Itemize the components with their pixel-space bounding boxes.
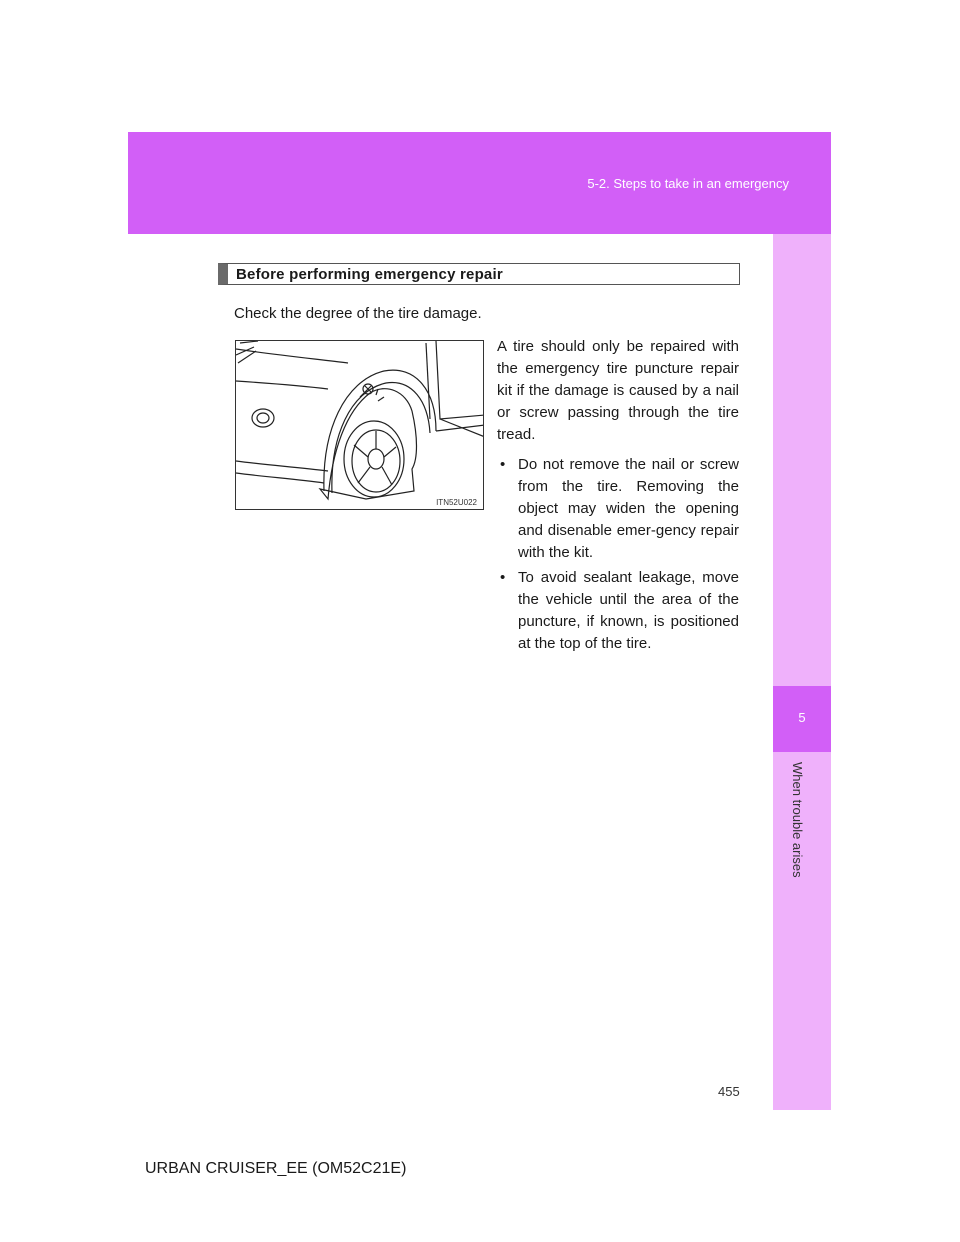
bullet-list (497, 454, 739, 655)
subheading (218, 263, 740, 285)
section-label: 5-2. Steps to take in an emergency (587, 176, 789, 191)
page-number: 455 (718, 1084, 740, 1099)
intro-text: Check the degree of the tire damage. (234, 305, 482, 322)
subheading-text: Before performing emergency repair (236, 265, 503, 283)
header-band (128, 132, 831, 234)
bullet-item: • Do not remove the nail or screw from the tire. Removing the object may widen the opening and disenable emer-gency repair with the kit. (497, 454, 739, 564)
flat-tire-illustration (235, 340, 484, 510)
chapter-number: 5 (798, 710, 806, 725)
chapter-side-tab (773, 234, 831, 1110)
instruction-text (497, 336, 739, 658)
bullet-item: • To avoid sealant leakage, move the vehicle until the area of the puncture, if known, is positioned at the top of the tire. (497, 567, 739, 655)
footer-model-code: URBAN CRUISER_EE (OM52C21E) (145, 1160, 407, 1177)
instruction-paragraph: A tire should only be repaired with the emergency tire puncture repair kit if the damage is caused by a nail or screw passing through the tire tread. (497, 338, 739, 443)
figure-code: ITN52U022 (436, 498, 477, 507)
chapter-number-box (773, 686, 831, 752)
chapter-title: When trouble arises (790, 762, 805, 878)
flat-tire-drawing (236, 341, 484, 510)
